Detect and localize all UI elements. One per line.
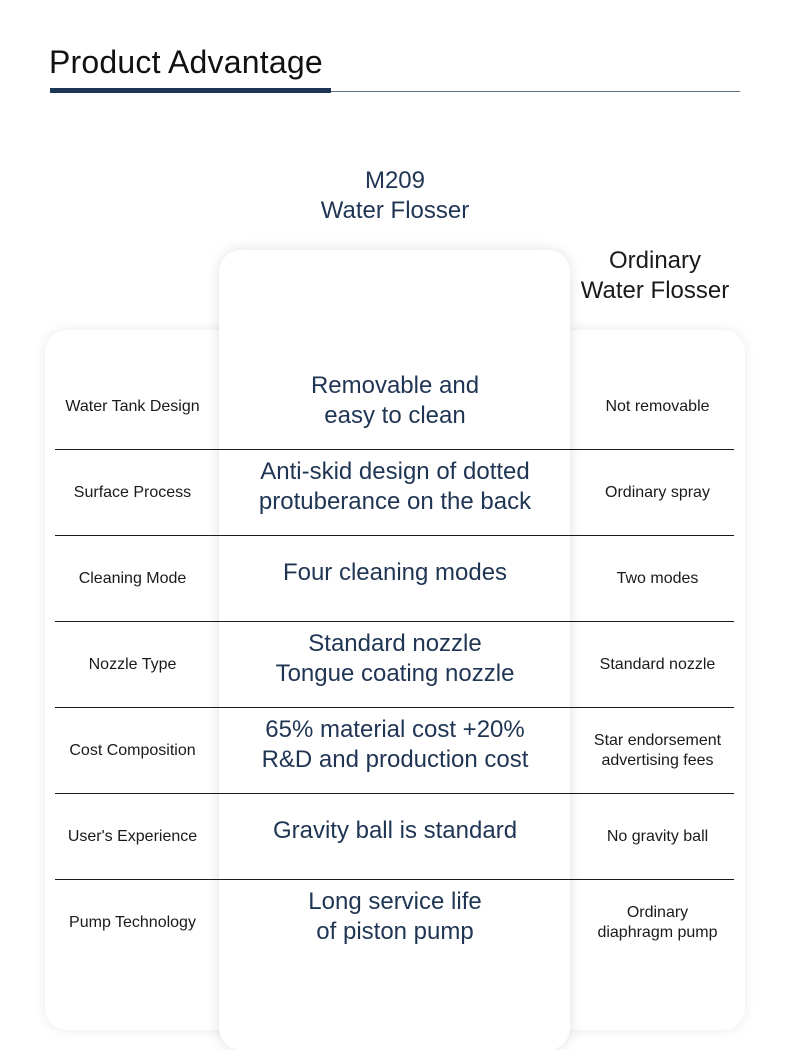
row-label: Water Tank Design [65, 397, 200, 415]
ordinary-header-line-1: Ordinary [608, 247, 702, 274]
ordinary-value-line: Ordinary [626, 904, 689, 921]
ordinary-value [570, 450, 745, 536]
m209-value-line: 65% material cost +20% [265, 716, 525, 743]
row-label: Pump Technology [69, 914, 196, 931]
m209-value [220, 358, 570, 443]
ordinary-value [570, 536, 745, 622]
ordinary-value-line: advertising fees [601, 752, 714, 769]
m209-value-line: Tongue coating nozzle [275, 660, 515, 687]
row-label: User's Experience [67, 828, 198, 845]
m209-value [220, 874, 570, 960]
ordinary-value-line: Standard nozzle [599, 656, 716, 673]
m209-value-line: Anti-skid design of dotted [260, 458, 530, 485]
ordinary-value [570, 622, 745, 708]
row-label: Nozzle Type [88, 656, 177, 673]
m209-value-line: Long service life [308, 888, 482, 915]
row-label: Cost Composition [69, 742, 196, 759]
m209-value-line: Gravity ball is standard [272, 817, 518, 844]
ordinary-value-line: Star endorsement [593, 732, 722, 749]
m209-value-line: easy to clean [324, 401, 466, 429]
ordinary-value-line: diaphragm pump [597, 924, 718, 941]
m209-value [220, 444, 570, 530]
ordinary-value [570, 880, 745, 966]
m209-value [220, 616, 570, 702]
row-label: Cleaning Mode [78, 570, 187, 587]
m209-value-line: Removable and [310, 371, 480, 399]
m209-value-line: Standard nozzle [308, 630, 482, 657]
row-label: Surface Process [73, 484, 192, 501]
m209-value-line: of piston pump [316, 918, 474, 945]
ordinary-value-line: Not removable [605, 397, 710, 415]
ordinary-value-line: Ordinary spray [605, 484, 710, 501]
m209-header-line-2: Water Flosser [320, 197, 470, 224]
ordinary-value [570, 708, 745, 794]
m209-value-line: Four cleaning modes [282, 559, 508, 586]
m209-value [220, 788, 570, 874]
m209-value-line: protuberance on the back [258, 488, 532, 515]
ordinary-value-line: Two modes [616, 570, 699, 587]
ordinary-header-line-2: Water Flosser [580, 277, 730, 304]
ordinary-value [570, 794, 745, 880]
m209-header-line-1: M209 [364, 167, 426, 194]
ordinary-value-line: No gravity ball [606, 828, 709, 845]
ordinary-value [570, 364, 745, 449]
m209-value-line: R&D and production cost [261, 746, 529, 773]
page-title: Product Advantage [49, 44, 323, 80]
m209-value [220, 702, 570, 788]
m209-value [220, 530, 570, 616]
